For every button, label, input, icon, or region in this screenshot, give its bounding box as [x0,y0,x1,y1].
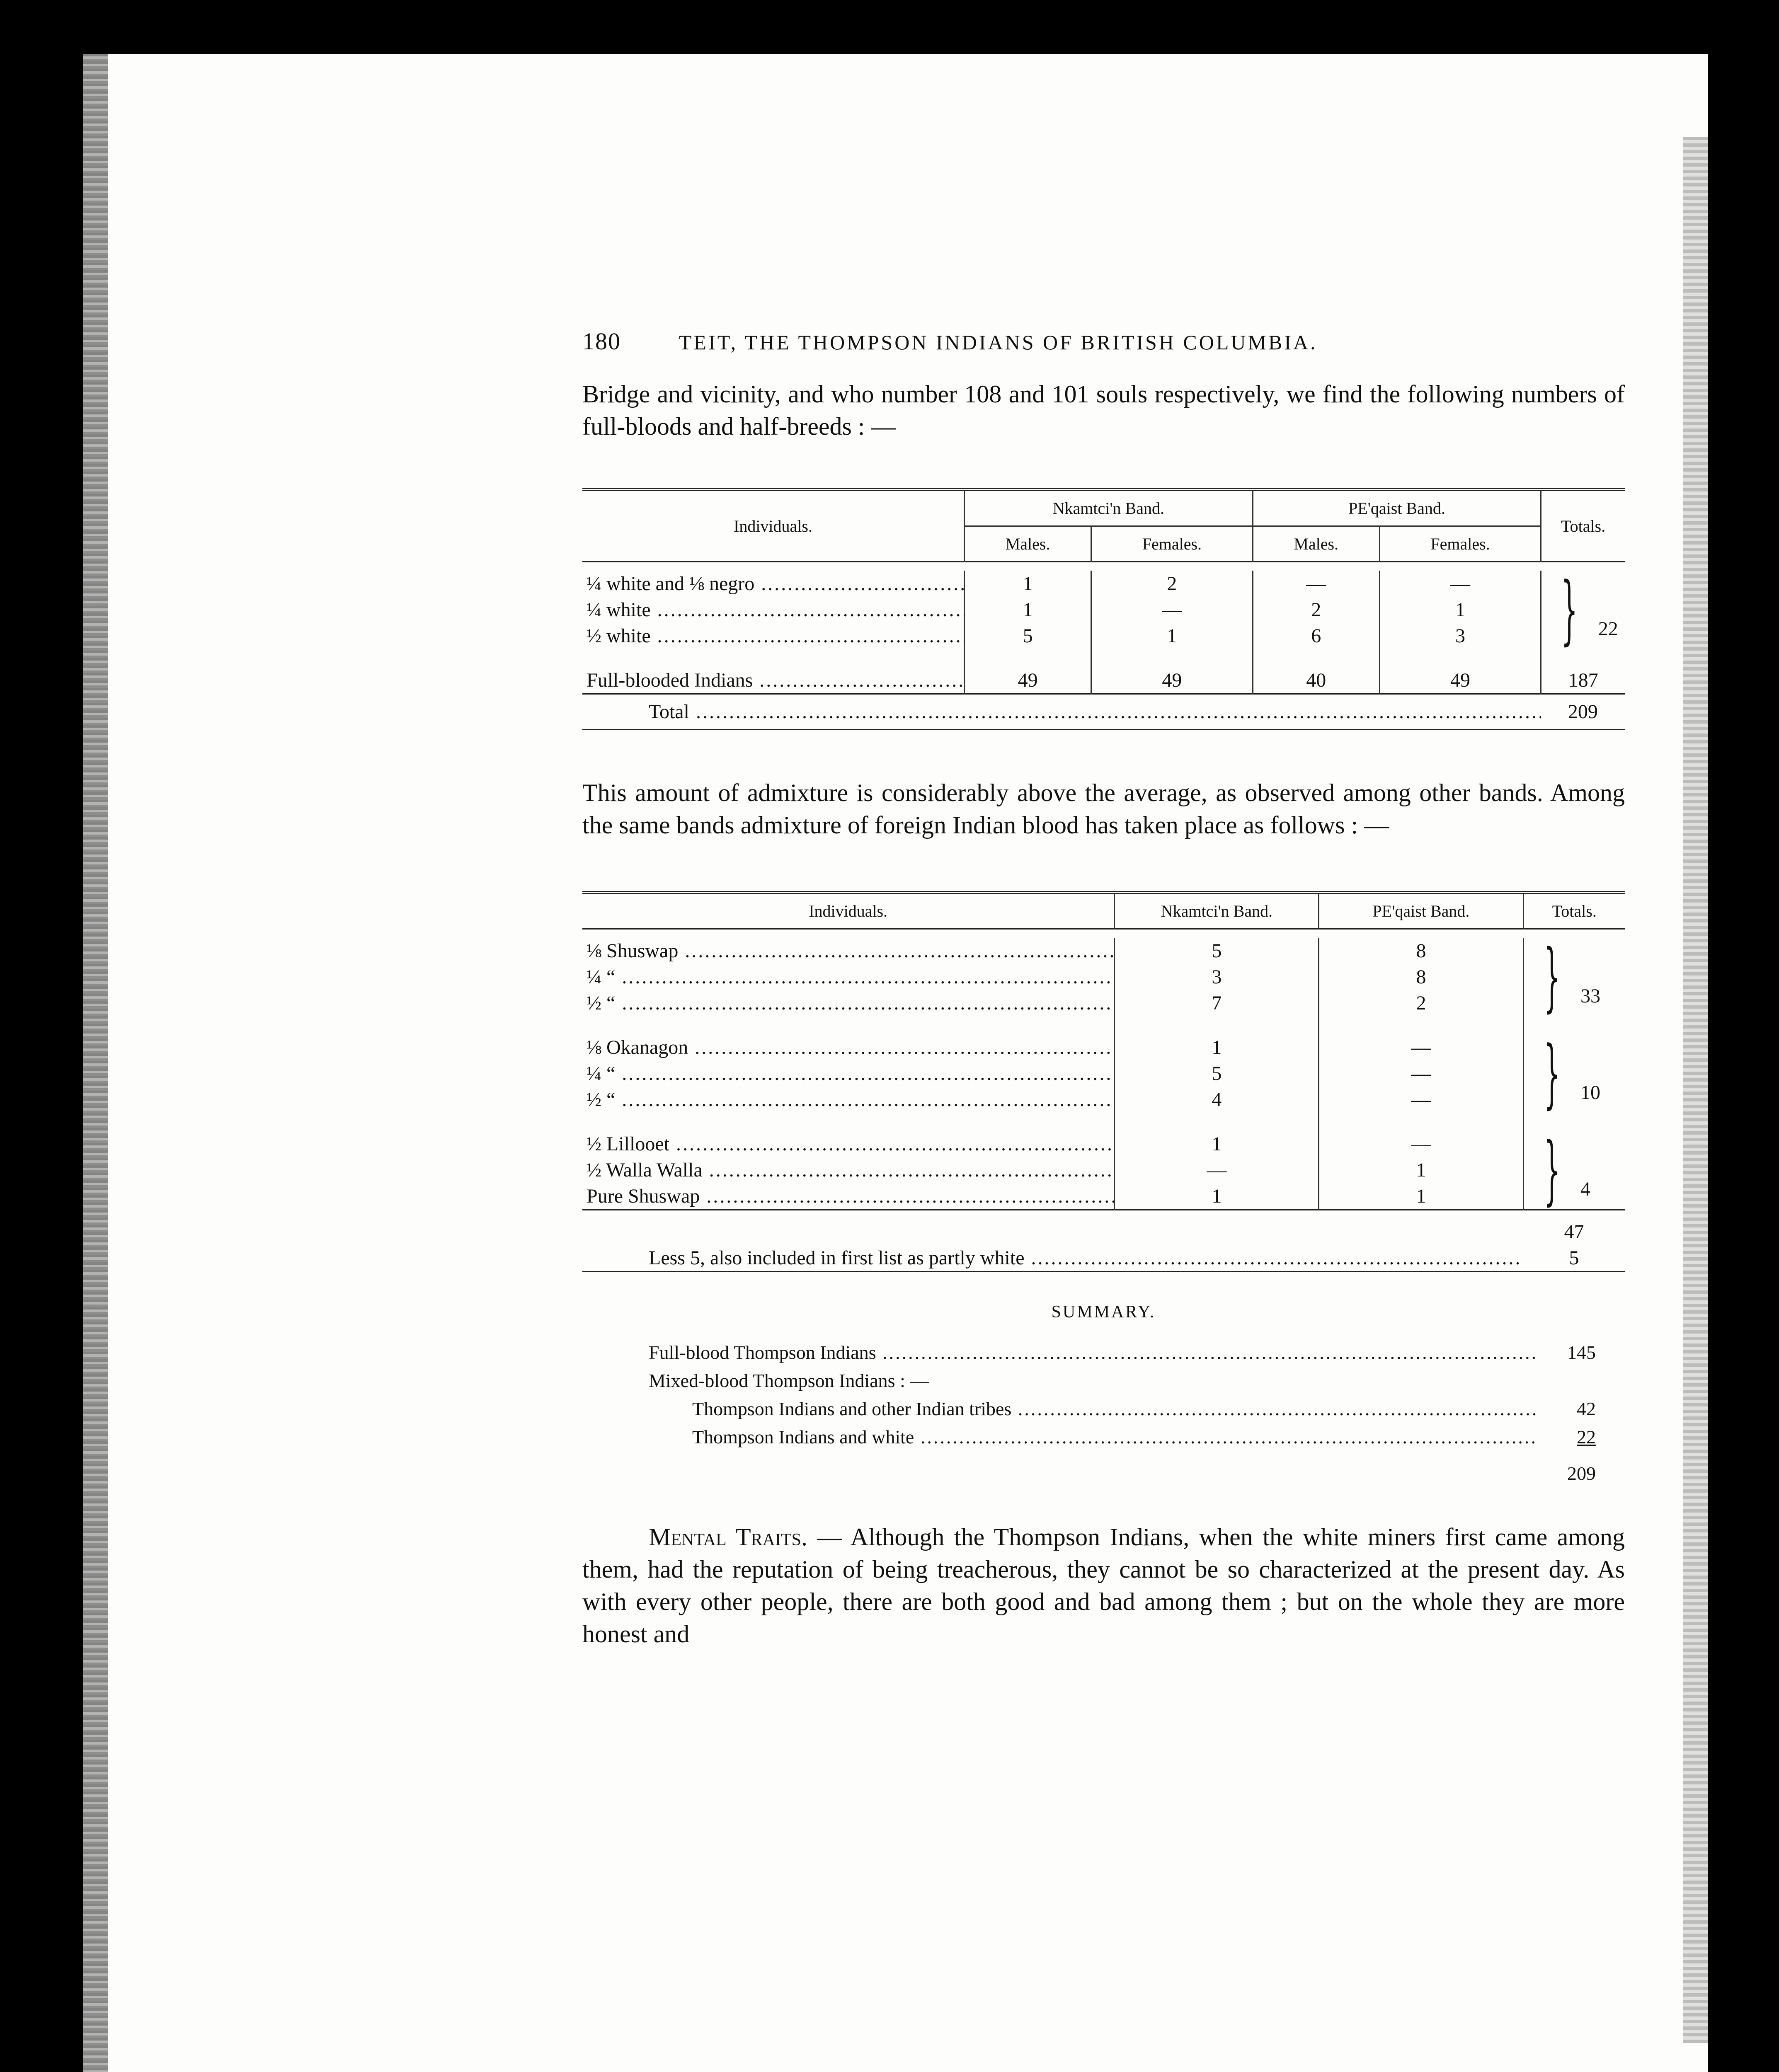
t1-cell: 2 [1253,597,1379,623]
t2-group-total-cell [1523,1126,1625,1213]
summary-grand-total: 209 [1567,1463,1596,1484]
t2-sum: 47 [1564,1221,1584,1243]
t2-cell: 1 [1115,1131,1319,1157]
table-row [582,1034,1625,1060]
table-row [582,1245,1625,1272]
summary-row [649,1367,1625,1395]
summary-white-value: 22 [1577,1426,1596,1447]
table-row [582,1087,1625,1113]
t2-cell: — [1319,1131,1523,1157]
t2-row-label: ½ Lillooet ..... [582,1131,1115,1157]
brace-glyph: } [1543,1030,1560,1117]
t2-row-label: ¼ “ ..... [582,1060,1115,1087]
t2-cell: 4 [1115,1087,1319,1113]
table-row [582,623,1625,649]
brace-glyph: } [1543,933,1560,1020]
table-row [582,667,1625,694]
summary-full-value: 145 [1567,1342,1596,1363]
t1-cell: 49 [1091,667,1253,694]
t1-cell: 1 [1091,623,1253,649]
scanned-page [83,54,1708,2072]
t1-header-band-a: Nkamtci'n Band. [965,490,1253,526]
t1-header-females-a: Females. [1091,526,1253,562]
t1-cell: 49 [1379,667,1541,694]
table-row [582,964,1625,990]
t2-group-total: 10 [1580,1081,1601,1104]
section-heading: Mental Traits. [649,1523,808,1551]
summary-mixed-label: Mixed-blood Thompson Indians : — [649,1370,929,1391]
summary-full-label: Full-blood Thompson Indians ..... [649,1339,1538,1367]
t1-header-individuals: Individuals. [734,517,812,535]
t1-cell: 1 [965,597,1091,623]
summary-row [649,1395,1625,1423]
paragraph-text: — Although the Thompson Indians, when the white miners first came among them, had the reputation of being treacherous, they cannot be so characterized at the present day. As with every other people, there are both good and bad among them ; but on the whole they are more honest and [582,1523,1625,1648]
t1-header-males-a: Males. [965,526,1091,562]
t2-header-band-b: PE'qaist Band. [1319,893,1523,929]
summary-other-label: Thompson Indians and other Indian tribes ..... [692,1395,1538,1423]
t2-group-total: 33 [1580,985,1601,1007]
running-title: TEIT, THE THOMPSON INDIANS OF BRITISH COLUMBIA. [679,331,1318,354]
t2-cell: — [1319,1060,1523,1087]
t1-total-value: 209 [1568,701,1598,723]
t2-header-totals: Totals. [1523,893,1625,929]
t2-less-label: Less 5, also included in first list as partly white ..... [582,1245,1523,1272]
t1-cell: 1 [965,571,1091,597]
table-row [582,1183,1625,1210]
brace-glyph: } [1543,1126,1560,1213]
table-foreign-blood [582,891,1625,1273]
t2-cell: 5 [1115,1060,1319,1087]
t1-group-total: 22 [1598,617,1618,640]
t1-cell: — [1253,571,1379,597]
t1-row-label: ¼ white and ⅛ negro ..... [582,571,965,597]
table-row [582,1060,1625,1087]
summary-white-label: Thompson Indians and white ..... [692,1423,1538,1451]
t1-header-totals: Totals. [1541,490,1625,562]
t2-cell: 8 [1319,964,1523,990]
table-bloods [582,488,1625,731]
summary-title: SUMMARY. [1051,1302,1156,1322]
page-content [582,327,1625,1650]
paragraph-intro: Bridge and vicinity, and who number 108 and 101 souls respectively, we find the following numbers of full-bloods and half-breeds : — [582,380,1625,440]
table-row [582,597,1625,623]
t2-cell: 3 [1115,964,1319,990]
t1-group-total-cell [1541,566,1625,653]
t2-group-total-cell [1523,933,1625,1020]
t1-header-females-b: Females. [1379,526,1541,562]
t2-row-label: Pure Shuswap ..... [582,1183,1115,1210]
t2-cell: — [1319,1034,1523,1060]
t2-row-label: ½ Walla Walla ..... [582,1157,1115,1183]
t2-row-label: ¼ “ ..... [582,964,1115,990]
t2-cell: 8 [1319,938,1523,964]
binding-gutter [83,54,108,2072]
page-number: 180 [582,328,621,355]
t1-cell-total: 187 [1541,667,1625,694]
table-row [582,990,1625,1016]
t2-row-label: ⅛ Okanagon ..... [582,1034,1115,1060]
t2-cell: 1 [1319,1157,1523,1183]
paragraph-admixture: This amount of admixture is considerably above the average, as observed among other bands. Among the same bands admixture of foreign Indian blood has taken place as follows : — [582,779,1625,839]
paragraph-mental-traits [582,1521,1625,1650]
t2-cell: — [1319,1087,1523,1113]
t1-cell: 3 [1379,623,1541,649]
table-row [582,1131,1625,1157]
summary-row [649,1339,1625,1367]
t2-cell: 5 [1115,938,1319,964]
t2-less-value: 5 [1569,1247,1579,1269]
running-header [582,327,1625,355]
t1-row-label: ¼ white ..... [582,597,965,623]
table-row [582,1210,1625,1245]
t1-row-label: Full-blooded Indians ..... [582,667,965,694]
t2-cell: 2 [1319,990,1523,1016]
table-row [582,571,1625,597]
t2-header-individuals: Individuals. [809,902,888,920]
t1-cell: 6 [1253,623,1379,649]
t2-cell: — [1115,1157,1319,1183]
t2-group-total: 4 [1580,1178,1591,1200]
summary-block [582,1339,1625,1488]
t2-cell: 1 [1115,1183,1319,1210]
table-row [582,694,1625,730]
t1-cell: 2 [1091,571,1253,597]
t1-row-label: ½ white ..... [582,623,965,649]
t1-total-label: Total ..... [582,694,1541,730]
t1-cell: — [1091,597,1253,623]
summary-other-value: 42 [1577,1398,1596,1419]
t1-cell: — [1379,571,1541,597]
table-row [582,938,1625,964]
t2-row-label: ⅛ Shuswap ..... [582,938,1115,964]
t2-row-label: ½ “ ..... [582,1087,1115,1113]
t2-group-total-cell [1523,1030,1625,1117]
t2-cell: 1 [1115,1034,1319,1060]
page-edge-shadow [1683,137,1708,2043]
table-row [582,1157,1625,1183]
t2-cell: 7 [1115,990,1319,1016]
t1-cell: 5 [965,623,1091,649]
t2-header-band-a: Nkamtci'n Band. [1115,893,1319,929]
t2-cell: 1 [1319,1183,1523,1210]
summary-row [649,1460,1625,1488]
t1-cell: 40 [1253,667,1379,694]
t1-header-males-b: Males. [1253,526,1379,562]
t1-header-band-b: PE'qaist Band. [1253,490,1541,526]
t1-cell: 49 [965,667,1091,694]
t2-row-label: ½ “ ..... [582,990,1115,1016]
t1-cell: 1 [1379,597,1541,623]
brace-glyph: } [1561,566,1578,653]
summary-row [649,1423,1625,1451]
